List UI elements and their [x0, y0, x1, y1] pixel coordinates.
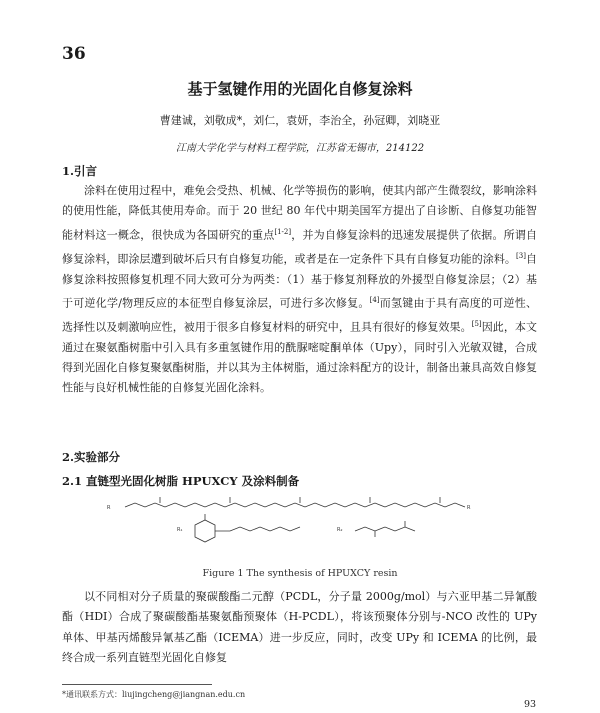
svg-text:R: R: [467, 505, 471, 511]
figure-caption: Figure 1 The synthesis of HPUXCY resin: [202, 568, 398, 579]
footnote-divider: [62, 684, 212, 685]
citation-ref: [1-2]: [274, 227, 292, 236]
affiliation: 江南大学化学与材料工程学院，江苏省无锡市，214122: [175, 143, 425, 154]
paper-title: 基于氢键作用的光固化自修复涂料: [187, 80, 413, 98]
section-heading-experimental: 2.实验部分: [62, 450, 121, 464]
synthesis-scheme-figure: [105, 495, 485, 558]
citation-ref: [4]: [369, 295, 380, 304]
experimental-paragraph: 以不同相对分子质量的聚碳酸酯二元醇（PCDL，分子量 2000g/mol）与六亚甲基二异氰酸酯（HDI）合成了聚碳酸酯基聚氨酯预聚体（H-PCDL），将该预聚体分别与-NCO 改性的 UPy 单体、甲基丙烯酸异氰基乙酯（ICEMA）进一步反应，同时，改变 UPy 和 ICEMA 的比例，最终合成一系列直链型光固化自修复: [62, 590, 537, 664]
page-number-top: 36: [62, 44, 86, 64]
footnote: *通讯联系方式：liujingcheng@jiangnan.edu.cn: [62, 690, 246, 699]
author-list: 曹建诚，刘敬成*，刘仁，袁妍，李治全，孙冠卿，刘晓亚: [159, 114, 441, 127]
section-heading-intro: 1.引言: [62, 164, 98, 178]
subsection-heading: 2.1 直链型光固化树脂 HPUXCY 及涂料制备: [62, 474, 300, 488]
citation-ref: [5]: [471, 319, 482, 328]
svg-text:R: R: [107, 505, 111, 511]
svg-text:R₁: R₁: [177, 527, 183, 533]
citation-ref: [3]: [516, 251, 526, 260]
intro-paragraph: 涂料在使用过程中，难免会受热、机械、化学等损伤的影响，使其内部产生微裂纹，影响涂料的使用性能，降低其使用寿命。而于 20 世纪 80 年代中期美国军方提出了自诊断、自修复功能智能材料这一概念，很快成为各国研究的重点[1-2]，并为自修复涂料的迅速发展提供了依据。所谓自修复涂料，即涂层遭到破坏后只有自修复功能，或者是在一定条件下具有自修复功能的涂料。[3]自修复涂料按照修复机理不同大致可分为两类：（1）基于修复剂释放的外援型自修复涂层；（2）基于可逆化学/物理反应的本征型自修复涂层，可进行多次修复。[4]而氢键由于具有高度的可逆性、选择性以及刺激响应性，被用于很多自修复材料的研究中，且具有很好的修复效果。[5]因此，本文通过在聚氨酯树脂中引入具有多重氢键作用的酰脲嘧啶酮单体（Upy），同时引入光敏双键，合成得到光固化自修复聚氨酯树脂，并以其为主体树脂，通过涂料配方的设计，制备出兼具高效自修复性能与良好机械性能的自修复光固化涂料。: [62, 184, 538, 395]
page-number-bottom: 93: [524, 699, 537, 710]
svg-text:R₂: R₂: [337, 527, 343, 533]
